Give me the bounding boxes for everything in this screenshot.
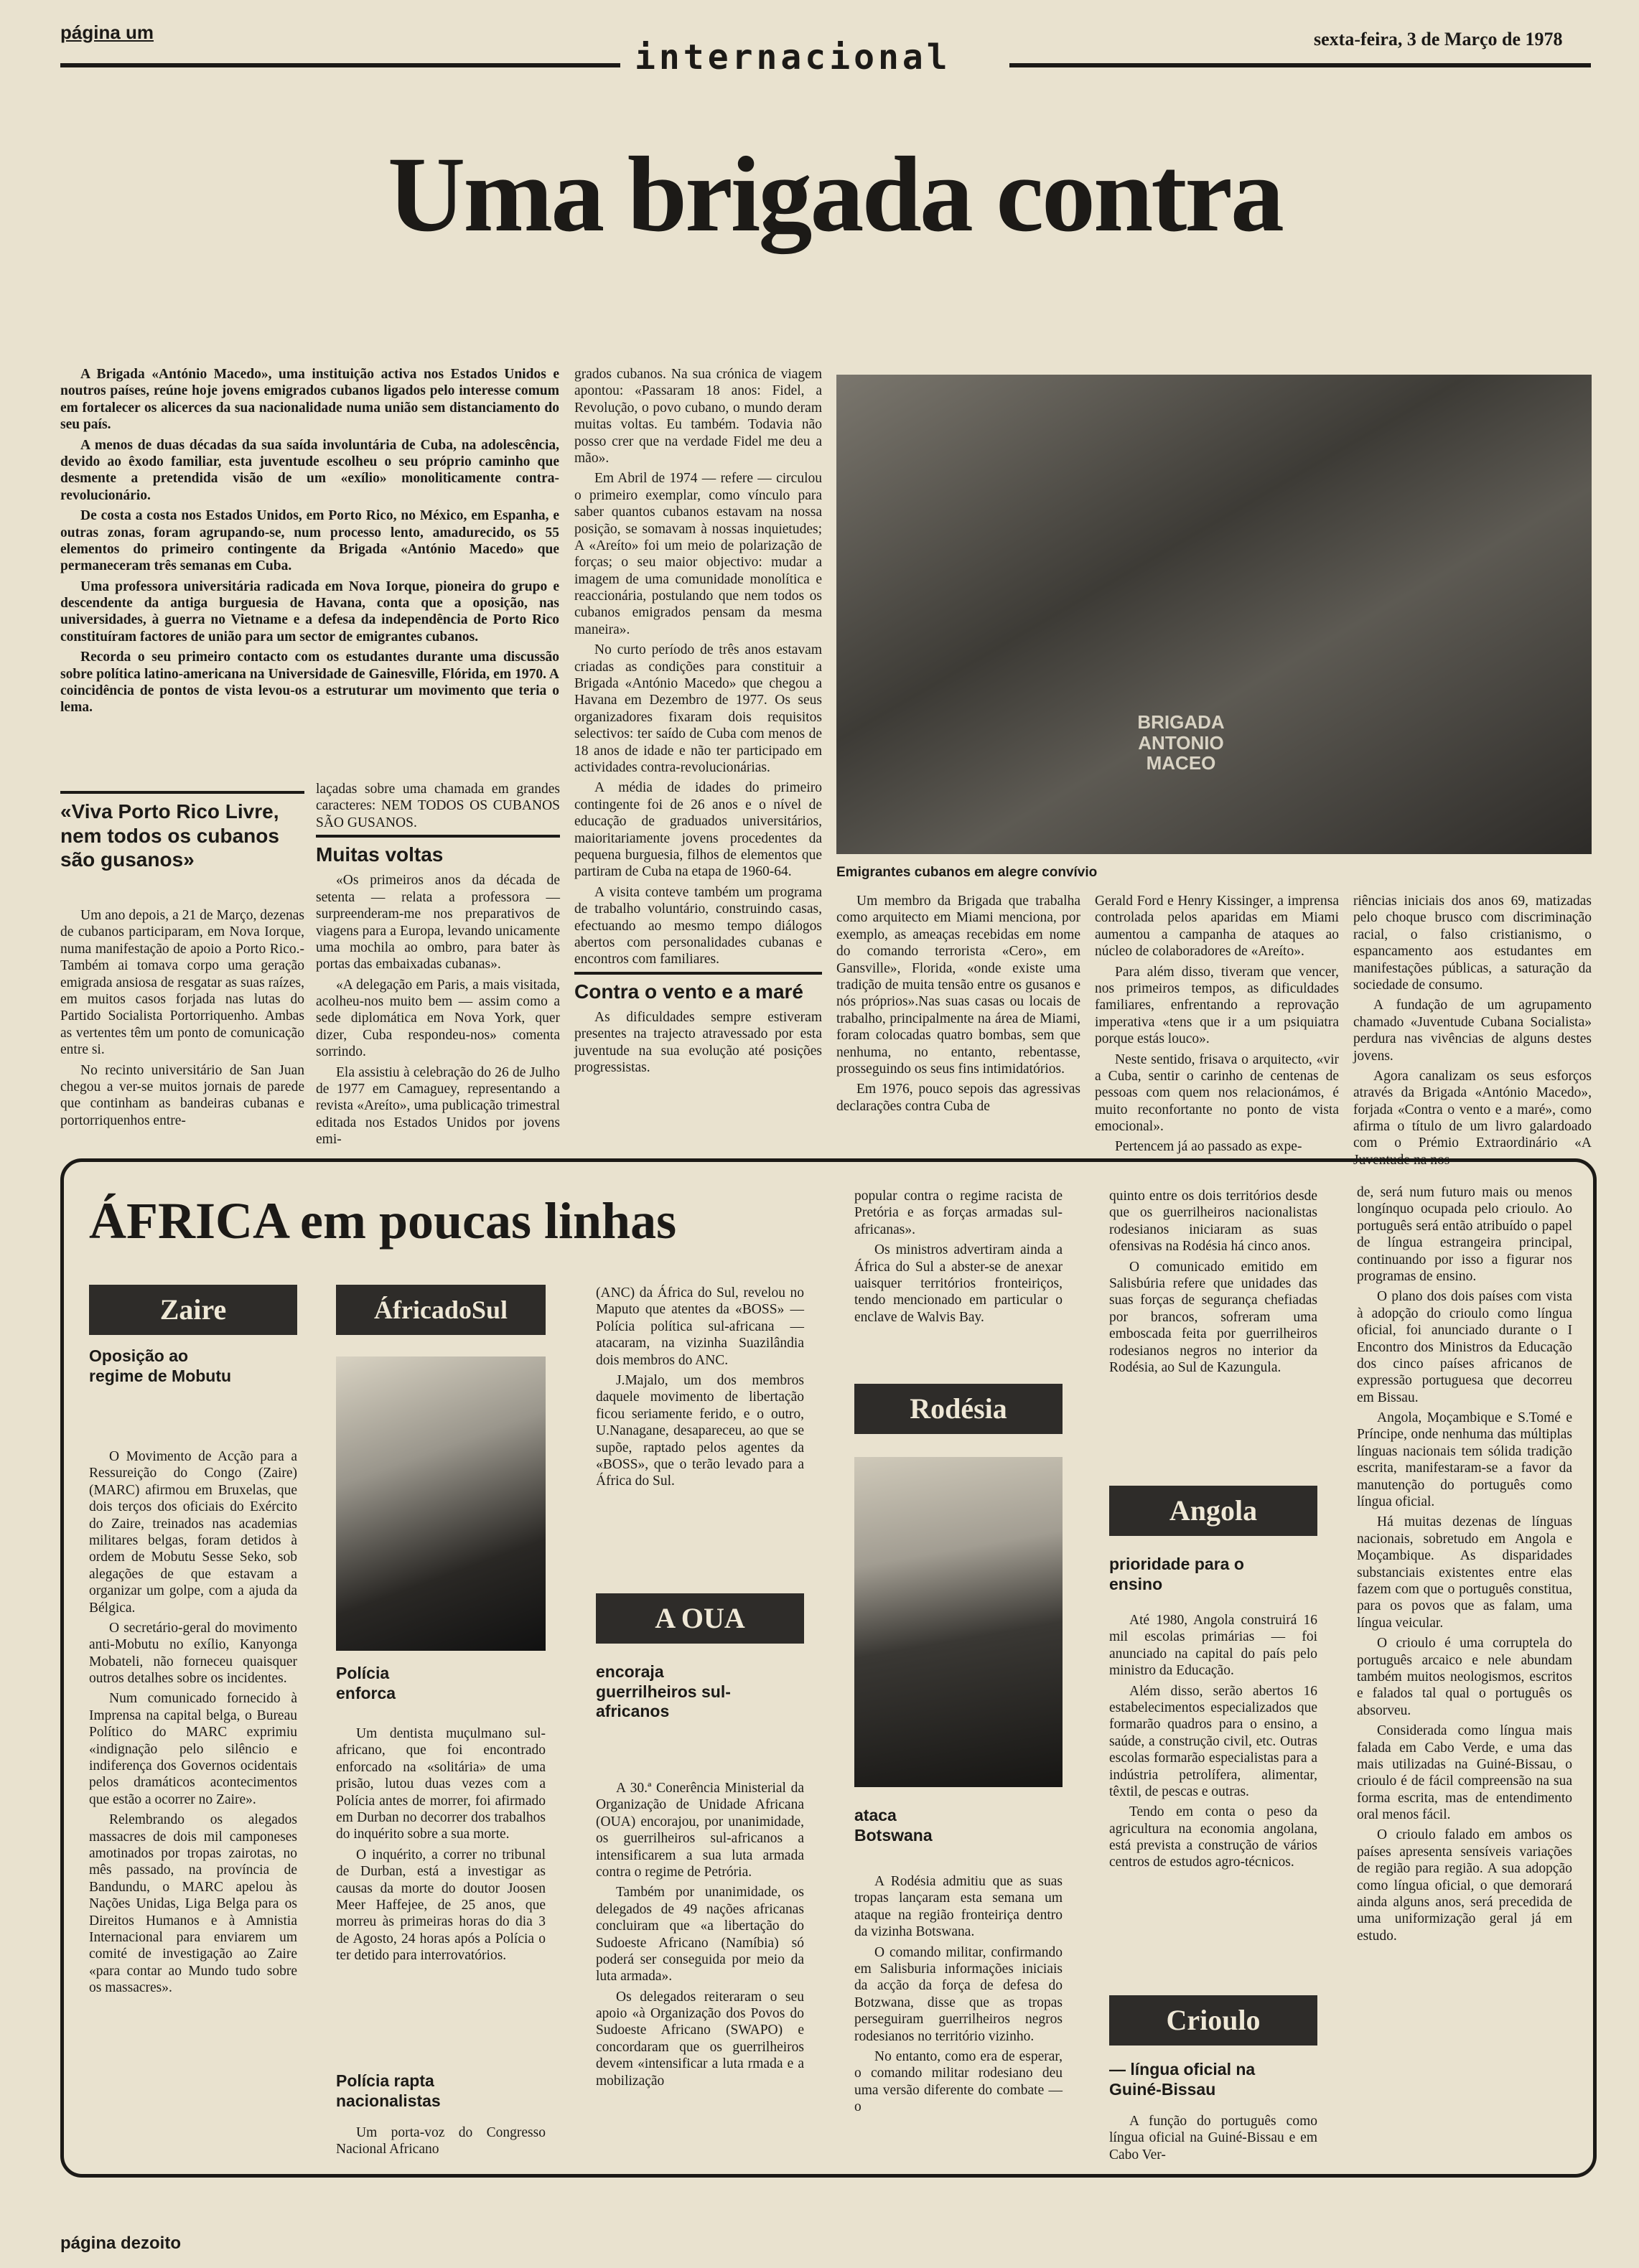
main-headline: Uma brigada contra	[388, 135, 1282, 254]
brigade-photo	[836, 375, 1592, 854]
anc-text: (ANC) da África do Sul, revelou no Maputo que atentes da «BOSS» — Polícia política sul-africana — atacaram, na vizinha Suazilândia dois membros do ANC. J.Majalo, um dos membros daquele movimento de libertação ficou seriamente ferido, e o outro, U.Nanagane, desapareceu, ao que se supõe, raptado pelos agentes da «BOSS», que o terão levado para a África do Sul.	[596, 1285, 804, 1489]
section-title: internacional	[635, 37, 951, 78]
photo-banner-text: BRIGADA ANTONIO MACEO	[1137, 711, 1225, 774]
africa-title: ÁFRICA em poucas linhas	[89, 1192, 677, 1250]
zaire-text: O Movimento de Acção para a Ressureição do Congo (Zaire) (MARC) afirmou em Bruxelas, que dois terços dos oficiais do Exército do Zaire, treinados nas academias militares belgas, foram detidos à ordem de Mobutu Sesse Seko, sob alegações de que estavam a organizar um golpe, com a ajuda da Bélgica. O secretário-geral do movimento anti-Mobutu no exílio, Kanyonga Mobateli, não forneceu quaisquer outros detalhes sobre os incidentes. Num comunicado fornecido à Imprensa na capital belga, o Bureau Político do MARC exprimiu «indignação pelo silêncio e indiferença dos Governos ocidentais pelos dramáticos acontecimentos que estão a ocorrer no Zaire». Relembrando os alegados massacres de dois mil camponeses amotinados por tropas zairotas, no mês passado, na província de Bandundu, o MARC apelou às Nações Unidas, Liga Belga para os Direitos Humanos e à Amnistia Internacional para enviarem um comité de investigação ao Zaire «para contar ao Mundo tudo sobre os massacres».	[89, 1449, 297, 1996]
tag-rodesia: Rodésia	[854, 1384, 1063, 1434]
issue-date: sexta-feira, 3 de Março de 1978	[1314, 29, 1563, 50]
tag-crioulo: Crioulo	[1109, 1995, 1317, 2046]
col4-top-text: popular contra o regime racista de Pretória e as forças armadas sul-africanas». Os ministros advertiram ainda a África do Sul a abster-se de anexar uaisquer territórios fronteiriços, tendo mencionado em particular o enclave de Walvis Bay.	[854, 1189, 1063, 1325]
rodesia-photo	[854, 1457, 1063, 1787]
angola-text: Até 1980, Angola construirá 16 mil escolas primárias — foi anunciado na capital do país pelo ministro da Educação. Além disso, serão abertos 16 estabelecimentos especializados que formarão quadros para o ensino, a saúde, a construção civil, etc. Outras escolas formarão especialistas para a indústria petrolífera, alimentar, têxtil, de pescas e outras. Tendo em conta o peso da agricultura na economia angolana, está prevista a construção de vários centros de estudos agro-técnicos.	[1109, 1613, 1317, 1870]
africa-sul-kicker-1: Polícia enforca	[336, 1664, 396, 1702]
tag-oua: A OUA	[596, 1593, 804, 1644]
crioulo-kicker: — língua oficial na Guiné-Bissau	[1109, 2060, 1256, 2099]
oua-kicker: encoraja guerrilheiros sul-africanos	[596, 1662, 731, 1721]
rodesia-kicker: ataca Botswana	[854, 1806, 933, 1845]
page-label-top: página um	[60, 22, 154, 43]
subhead-muitas-voltas: Muitas voltas	[316, 835, 560, 866]
page-label-bottom: página dezoito	[60, 2234, 181, 2253]
dentist-photo	[336, 1356, 546, 1651]
header-rule-right	[1009, 63, 1591, 67]
article-intro: A Brigada «António Macedo», uma instituição activa nos Estados Unidos e noutros países, reúne hoje jovens emigrados cubanos ligados pelo interesse comum em fortalecer os alicerces da sua nacionalidade numa união sem distanciamento do seu país. A menos de duas décadas da sua saída involuntária de Cuba, na adolescência, devido ao êxodo familiar, esta juventude escolheu o seu próprio caminho que desmente a pretendida visão de um «exílio» monoliticamente contra-revolucionário. De costa a costa nos Estados Unidos, em Porto Rico, no México, em Espanha, e outras zonas, foram agrupando-se, num processo lento, amadurecido, os 55 elementos do primeiro contingente da Brigada «António Macedo» que permaneceram três semanas em Cuba. Uma professora universitária radicada em Nova Iorque, pioneira do grupo e descendente da antiga burguesia de Havana, conta que a oposição, nas universidades, à guerra no Vietname e a defesa da independência de Porto Rico constituíram factores de união para um sector de emigrantes cubanos. Recorda o seu primeiro contacto com os estudantes durante uma discussão sobre política latino-americana na Universidade de Gainesville, Flórida, em 1970. A coincidência de pontos de vista levou-os a estruturar um movimento que teria o lema.	[60, 367, 559, 716]
col5-top-text: quinto entre os dois territórios desde que os guerrilheiros nacionalistas rodesianos iniciaram as suas ofensivas na Rodésia há cinco anos. O comunicado emitido em Salisbúria refere que unidades das suas forças de segurança chefiadas por brancos, sofreram uma emboscada feita por guerrilheiros rodesianos negros no interior da Rodésia, ao Sul de Kazungula.	[1109, 1189, 1317, 1375]
article-col-e: Gerald Ford e Henry Kissinger, a imprensa controlada pelos aparidas em Miami aumentou a campanha de ataques ao núcleo de colaboradores de «Areíto». Para além disso, tiveram que vencer, nos primeiros tempos, as dificuldades familiares, enfrentando a reprovação imperativa «tens que ir a um psiquiatra porque estás louco». Neste sentido, frisava o arquitecto, «vir a Cuba, sentir o carinho de centenas de pessoas com quem nos relacionámos, é muito reconfortante no ponto de vista emocional». Pertencem já ao passado as expe-	[1095, 894, 1339, 1155]
subhead-contra-o-vento: Contra o vento e a maré	[574, 972, 822, 1003]
header-rule-left	[60, 63, 620, 67]
article-col-c: grados cubanos. Na sua crónica de viagem apontou: «Passaram 18 anos: Fidel, a Revolução, o povo cubano, o mundo deram muitas voltas. Eu também. Todavia não posso crer que na verdade Fidel me deu a mão». Em Abril de 1974 — refere — circulou o primeiro exemplar, como vínculo para saber quantos cubanos estavam na nossa posição, se somavam à nossas inquietudes; A «Areíto» foi um meio de polarização de forças; o seu maior objectivo: mudar a imagem de uma comunidade monolítica e reaccionária, postulando que nem todos os cubanos emigrados pensam da mesma maneira». No curto período de três anos estavam criadas as condições para constituir a Brigada «António Macedo» que chegou a Havana em Dezembro de 1977. Os seus organizadores fixaram dois requisitos selectivos: ter saído de Cuba com menos de 18 anos de idade e não ter participado em actividades contra-revolucionárias. A média de idades do primeiro contingente foi de 26 anos e o nível de educação de graduados universitários, maioritariamente jovens procedentes da pequena burguesia, filhos de elementos que partiram de Cuba na etapa de 1960-64. A visita conteve também um programa de trabalho voluntário, construindo casas, efectuando ao mesmo tempo diálogos abertos com personalidades cubanas e encontros com familiares. Contra o vento e a maré As dificuldades sempre estiveram presentes na trajecto atravessado por esta juventude na sua evolução até posições progressistas.	[574, 367, 822, 1076]
article-col-f: riências iniciais dos anos 69, matizadas pelo choque brusco com discriminação racial, o falso cristianismo, o espancamento aos estudantes em manifestações públicas, a saturação da sociedade de consumo. A fundação de um agrupamento chamado «Juventude Cubana Socialista» perdura nas vivências de alguns destes jovens. Agora canalizam os seus esforços através da Brigada «António Macedo», forjada «Contra o vento e a maré», como afirma o título de um livro galardoado com o Prémio Extraordinário «A Juventude na nos-	[1353, 894, 1592, 1168]
africa-sul-kicker-2: Polícia rapta nacionalistas	[336, 2071, 441, 2110]
africa-sul-text-2: Um porta-voz do Congresso Nacional Africano	[336, 2125, 546, 2157]
tag-zaire: Zaire	[89, 1285, 297, 1335]
tag-angola: Angola	[1109, 1486, 1317, 1536]
article-col-d: Um membro da Brigada que trabalha como arquitecto em Miami menciona, por exemplo, as ameaças recebidas em nome do comando terrorista «Cero», em Gansville», Florida, «onde existe uma tradição de muita tensão entre os gusanos e nós próprios».Nas suas casas ou locais de trabalho, principalmente na área de Miami, foram colocadas quatro bombas, sem que nenhuma, no entanto, rebentasse, prosseguindo os seus fins intimidatórios. Em 1976, pouco sepois das agressivas declarações contra Cuba de	[836, 894, 1080, 1114]
article-col-a: Um ano depois, a 21 de Março, dezenas de cubanos participaram, em Nova Iorque, numa manifestação de apoio a Porto Rico.-Também ai tomava corpo uma geração emigrada ansiosa de resgatar as suas raízes, em muitos casos forjada nas lutas do Partido Socialista Portorriquenho. Ambas as vertentes têm um ponto de comunicação entre si. No recinto universitário de San Juan chegou a ver-se muitos jornais de parede que continham as bandeiras cubanas e portorriquenhos entre-	[60, 908, 304, 1128]
zaire-kicker: Oposição ao regime de Mobutu	[89, 1346, 232, 1385]
crioulo-continued-text: de, será num futuro mais ou menos longínquo ocupada pelo crioulo. Ao português será então atribuído o papel de língua estrangeira principal, continuando por isso a figurar nos programas de ensino. O plano dos dois países com vista à adopção do crioulo como língua oficial, foi anunciado durante o I Encontro dos Ministros da Educação dos cinco países africanos de expressão portuguesa que decorreu em Bissau. Angola, Moçambique e S.Tomé e Príncipe, onde nenhuma das múltiplas línguas nacionais tem sólida tradição escrita, manifestaram-se a favor da manutenção do português como língua oficial. Há muitas dezenas de línguas nacionais, sobretudo em Angola e Moçambique. As disparidades substanciais existentes entre elas fazem com que o português constitua, para os povos que as falam, uma língua veicular. O crioulo é uma corruptela do português arcaico e nele abundam também muitos neologismos, escritos e falados tal qual o português os absorveu. Considerada como língua mais falada em Cabo Verde, e uma das mais utilizadas na Guiné-Bissau, o crioulo é de fácil compreensão na sua forma escrita, mas de entendimento oral menos fácil. O crioulo falado em ambos os países apresenta sensíveis variações de região para região. A sua adopção como língua oficial, o que demorará ainda alguns anos, será precedida de uma uniformização geral já em estudo.	[1357, 1185, 1572, 1944]
oua-text: A 30.ª Conerência Ministerial da Organização de Unidade Africana (OUA) encorajou, por unanimidade, os guerrilheiros sul-africanos a intensificarem a sua luta armada contra o regime de Petrória. Também por unanimidade, os delegados de 49 nações africanas concluiram que «a libertação do Sudoeste Africano (Namíbia) só poderá ser conseguida por meio da luta armada». Os delegados reiteraram o seu apoio «à Organização dos Povos do Sudoeste Africano (SWAPO) e concordaram que os guerrilheiros devem «intensificar a luta rmada e a mobilização	[596, 1781, 804, 2089]
tag-africa-do-sul: ÁfricadoSul	[336, 1285, 546, 1335]
africa-sul-text-1: Um dentista muçulmano sul-africano, que foi encontrado enforcado na «solitária» de uma prisão, lutou duas vezes com a Polícia antes de morrer, foi afirmado em Durban no decorrer dos trabalhos do inquérito sobre a sua morte. O inquérito, a correr no tribunal de Durban, está a investigar as causas da morte do doutor Joosen Meer Haffejee, de 25 anos, que morreu às primeiras horas do dia 3 de Agosto, 24 horas após a Polícia o ter detido para interrovatórios.	[336, 1726, 546, 1964]
pull-quote: «Viva Porto Rico Livre, nem todos os cubanos são gusanos»	[60, 791, 304, 872]
rodesia-text: A Rodésia admitiu que as suas tropas lançaram esta semana um ataque na região fronteiriça dentro da vizinha Botswana. O comando militar, confirmando em Salisburia informações iniciais da acção da força de defesa do Botzwana, disse que as tropas perseguiram guerrilheiros negros rodesianos no território vizinho. No entanto, como era de esperar, o comando militar rodesiano deu uma versão diferente do combate — o	[854, 1874, 1063, 2115]
angola-kicker: prioridade para o ensino	[1109, 1555, 1244, 1593]
photo-caption: Emigrantes cubanos em alegre convívio	[836, 865, 1098, 880]
crioulo-text: A função do português como língua oficial na Guiné-Bissau e em Cabo Ver-	[1109, 2114, 1317, 2162]
article-col-b: laçadas sobre uma chamada em grandes caracteres: NEM TODOS OS CUBANOS SÃO GUSANOS. Muitas voltas «Os primeiros anos da década de setenta — relata a professora — surpreenderam-me nos preparativos de viagens para a Europa, levando unicamente uma mochila ao ombro, para bater às portas das embaixadas cubanas». «A delegação em Paris, a mais visitada, acolheu-nos muito bem — assim como a sede diplomática em Nova York, quer dizer, Cuba respondeu-nos» comenta sorrindo. Ela assistiu à celebração do 26 de Julho de 1977 em Camaguey, representando a revista «Areíto», uma publicação trimestral editada nos Estados Unidos por jovens emi-	[316, 782, 560, 1148]
